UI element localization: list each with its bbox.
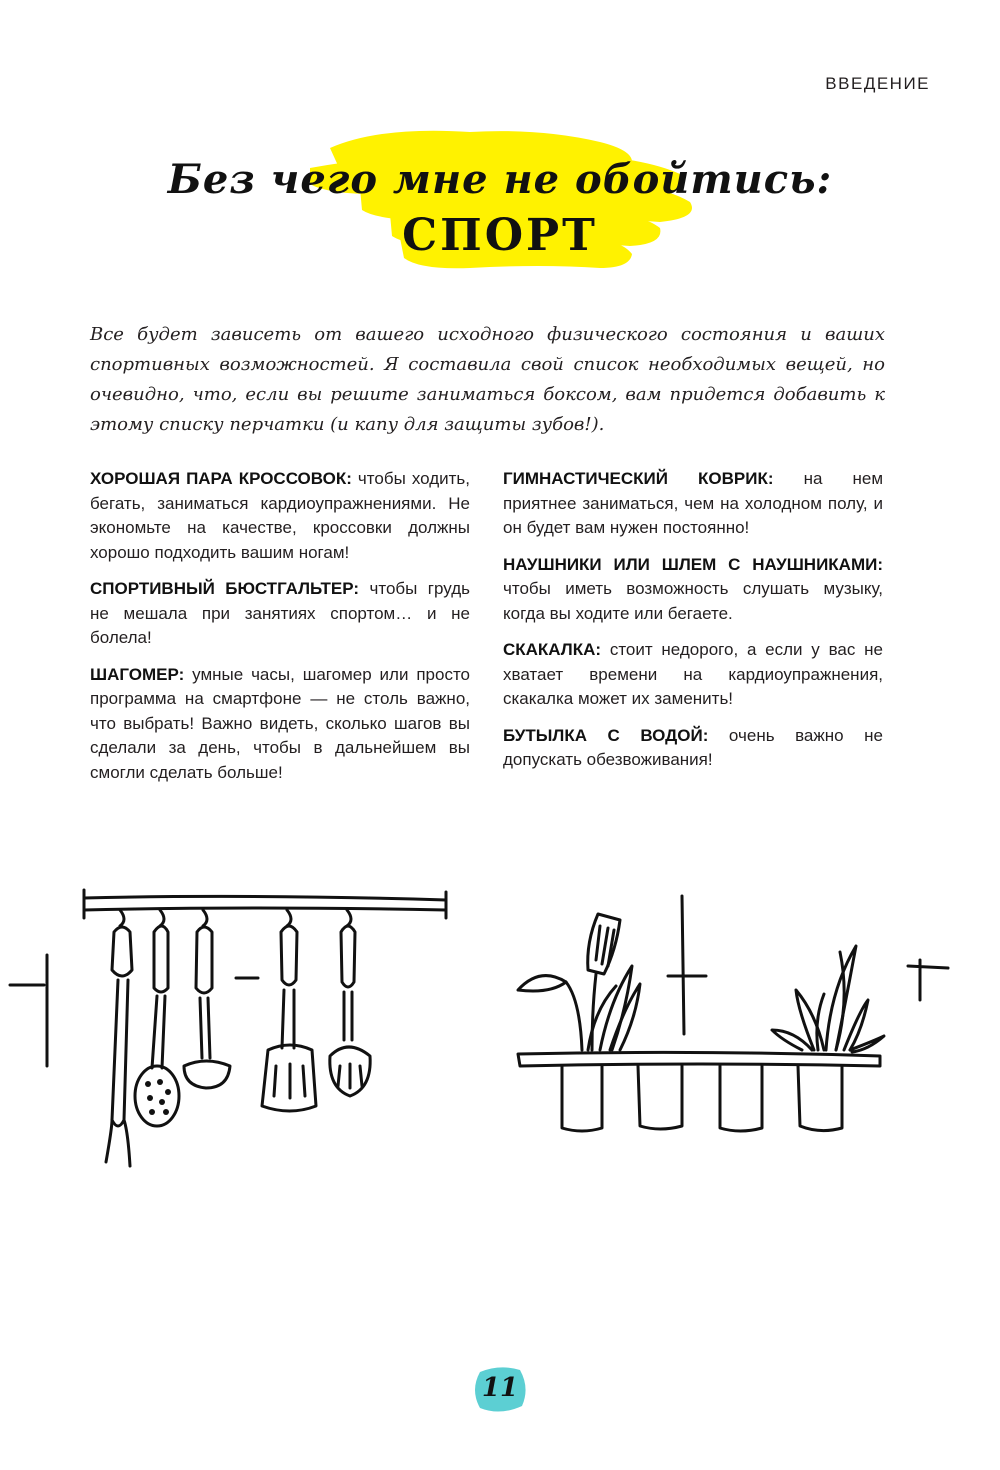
item-text: чтобы иметь возможность слушать музыку, когда вы ходите или бегаете. [503, 579, 883, 623]
item-text: очень важно не допускать обезвоживания! [503, 725, 883, 769]
intro-paragraph: Все будет зависеть от вашего исходного физического состояния и ваших спортивных возможностей. Я составила свой список необходимых вещей, но очевидно, что, если вы решите заниматься боксом, вам придется добавить к этому списку перчатки (и капу для защиты зубов!). [90, 324, 885, 435]
plant-shelf-icon [500, 890, 960, 1150]
page-subtitle: СПОРТ [402, 210, 598, 261]
section-label: ВВЕДЕНИЕ [825, 74, 930, 93]
item-term: НАУШНИКИ ИЛИ ШЛЕМ С НАУШНИКАМИ: [503, 554, 883, 574]
item-term: СПОРТИВНЫЙ БЮСТГАЛЬТЕР: [90, 579, 360, 598]
item-term: ХОРОШАЯ ПАРА КРОССОВОК: [90, 469, 352, 488]
yellow-highlight-icon [0, 118, 1000, 298]
list-item [503, 724, 883, 773]
list-item [503, 638, 883, 712]
item-text: чтобы грудь не мешала при занятиях спортом… и не болела! [90, 579, 470, 647]
item-text: умные часы, шагомер или просто программа на смартфоне — не столь важно, что выбрать! Важно видеть, сколько шагов вы сделали за день, чтобы в дальнейшем вы смогли сделать больше! [90, 664, 470, 782]
item-text: чтобы ходить, бегать, заниматься кардиоупражнениями. Не экономьте на качестве, кроссовки должны хорошо подходить вашим ногам! [90, 469, 470, 562]
page-number-badge [470, 1364, 530, 1416]
title-block [0, 118, 1000, 298]
list-item [90, 663, 470, 786]
page-title: Без чего мне не обойтись: [167, 156, 833, 203]
left-column [90, 467, 470, 797]
page-number: 11 [481, 1373, 519, 1403]
right-column [503, 467, 883, 785]
item-text: стоит недорого, а если у вас не хватает времени на кардиоупражнения, скакалка может их заменить! [503, 640, 883, 708]
item-text: на нем приятнее заниматься, чем на холодном полу, и он будет вам нужен постоянно! [503, 469, 884, 537]
item-term: СКАКАЛКА: [503, 640, 602, 659]
list-item [503, 553, 883, 627]
list-item [503, 467, 883, 541]
kitchen-utensils-rail-icon [0, 870, 480, 1180]
list-item [90, 467, 470, 565]
item-term: ГИМНАСТИЧЕСКИЙ КОВРИК: [503, 469, 774, 488]
item-term: БУТЫЛКА С ВОДОЙ: [503, 725, 709, 745]
list-item [90, 577, 470, 651]
item-term: ШАГОМЕР: [90, 664, 185, 684]
